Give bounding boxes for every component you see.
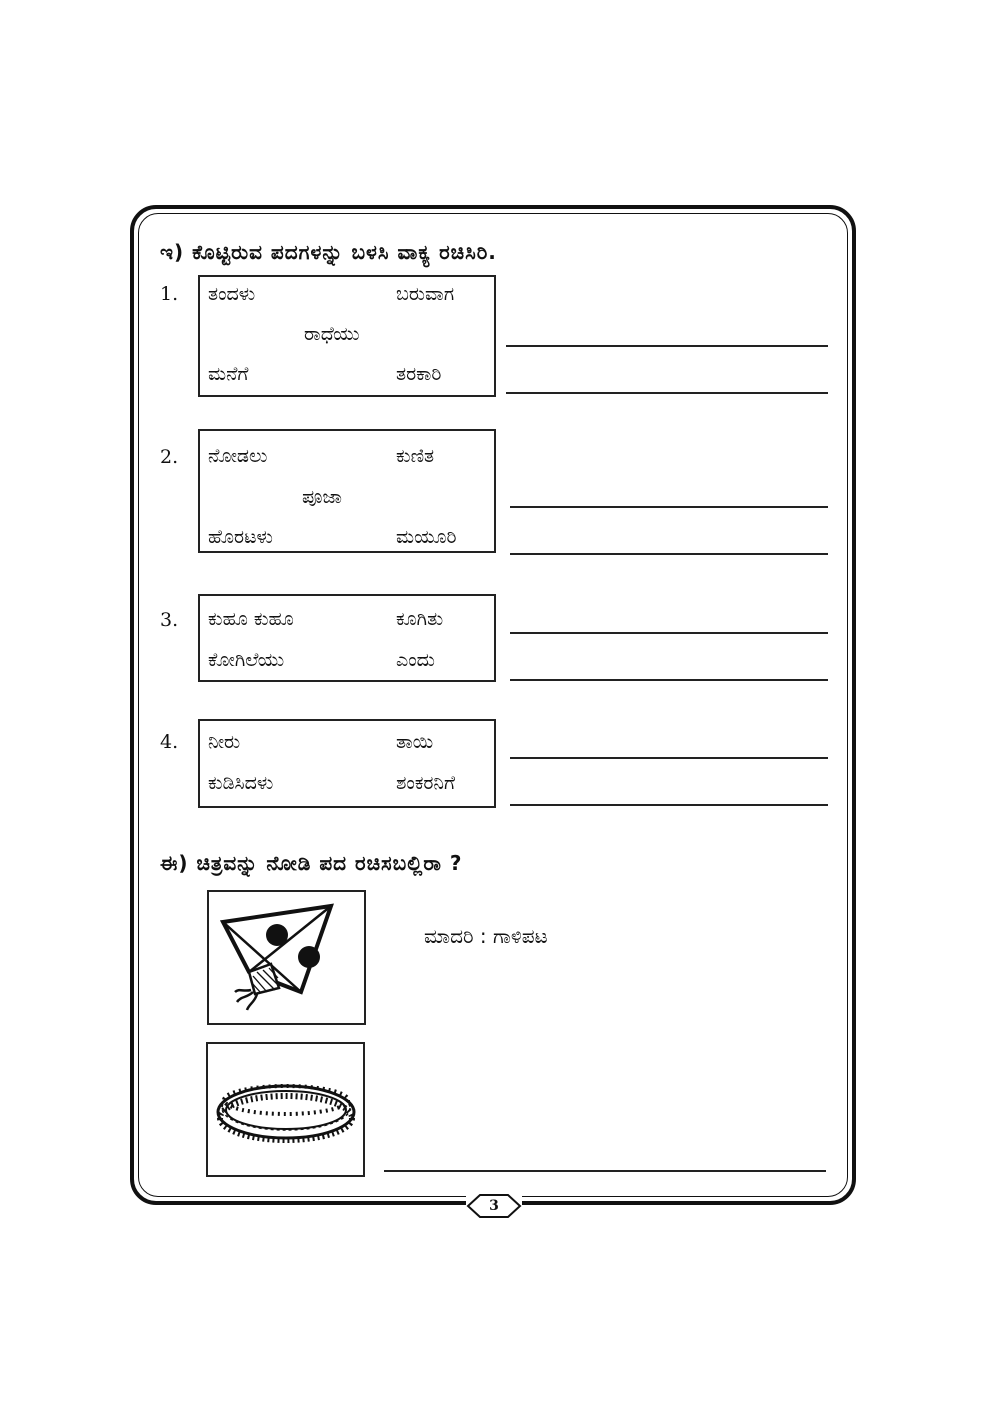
word: ಮಯೂರಿ xyxy=(396,526,457,548)
bangle-icon xyxy=(208,1044,363,1175)
exercise-3-number: 3. xyxy=(160,609,179,631)
exercise-4-word-box xyxy=(198,719,496,808)
word: ಕೋಗಿಲೆಯು xyxy=(208,649,285,671)
word: ತಾಯಿ xyxy=(396,731,434,753)
section-ee-heading: ಈ) ಚಿತ್ರವನ್ನು ನೋಡಿ ಪದ ರಚಿಸಬಲ್ಲಿರಾ ? xyxy=(160,851,463,875)
model-label: ಮಾದರಿ xyxy=(424,924,474,948)
answer-line[interactable] xyxy=(506,392,828,394)
kite-picture-box xyxy=(207,890,366,1025)
word: ಕುಣಿತ xyxy=(396,445,435,467)
page-number: 3 xyxy=(489,1198,499,1214)
exercise-1-word-box xyxy=(198,275,496,397)
exercise-4-number: 4. xyxy=(160,731,179,753)
word: ಕುಹೂ ಕುಹೂ xyxy=(208,608,294,630)
word: ಕೂಗಿತು xyxy=(396,608,444,630)
answer-line[interactable] xyxy=(510,804,828,806)
word: ಹೊರಟಳು xyxy=(208,526,273,548)
exercise-3-word-box xyxy=(198,594,496,682)
model-separator: : xyxy=(479,924,487,948)
word: ಬರುವಾಗ xyxy=(396,283,455,305)
word: ರಾಧೆಯು xyxy=(304,323,360,345)
answer-line[interactable] xyxy=(510,679,828,681)
word: ತರಕಾರಿ xyxy=(396,363,442,385)
word: ಎಂದು xyxy=(396,649,435,671)
word: ಮನೆಗೆ xyxy=(208,363,249,385)
word: ನೋಡಲು xyxy=(208,445,268,467)
page-number-badge xyxy=(466,1193,522,1219)
model-word: ಗಾಳಿಪಟ xyxy=(493,924,548,948)
model-answer xyxy=(424,924,548,948)
word: ಪೂಜಾ xyxy=(302,486,342,508)
exercise-1-number: 1. xyxy=(160,283,179,305)
word: ಕುಡಿಸಿದಳು xyxy=(208,772,274,794)
answer-line[interactable] xyxy=(506,345,828,347)
answer-line[interactable] xyxy=(510,553,828,555)
answer-line[interactable] xyxy=(510,757,828,759)
word: ಶಂಕರನಿಗೆ xyxy=(396,772,456,794)
answer-line[interactable] xyxy=(384,1170,826,1172)
kite-icon xyxy=(209,892,364,1023)
word: ತಂದಳು xyxy=(208,283,256,305)
exercise-2-word-box xyxy=(198,429,496,553)
bangle-picture-box xyxy=(206,1042,365,1177)
section-e-heading: ಇ) ಕೊಟ್ಟಿರುವ ಪದಗಳನ್ನು ಬಳಸಿ ವಾಕ್ಯ ರಚಿಸಿರಿ. xyxy=(160,240,497,264)
answer-line[interactable] xyxy=(510,632,828,634)
exercise-2-number: 2. xyxy=(160,446,179,468)
word: ನೀರು xyxy=(208,731,241,753)
answer-line[interactable] xyxy=(510,506,828,508)
